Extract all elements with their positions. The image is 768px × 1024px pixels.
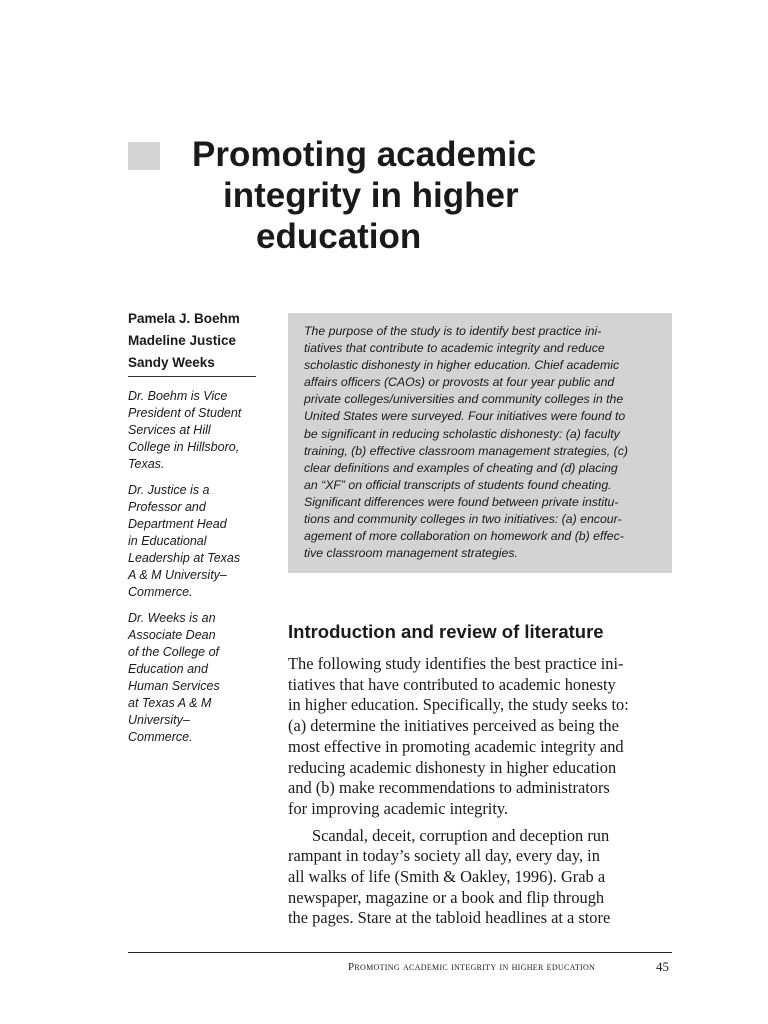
bio-line: Services at Hill <box>128 423 211 437</box>
footer-divider <box>128 952 672 953</box>
abstract-box <box>288 313 672 573</box>
abstract-line: scholastic dishonesty in higher education. Chief academic <box>304 358 620 373</box>
abstract-line: United States were surveyed. Four initiatives were found to <box>304 409 626 424</box>
abstract-line: tions and community colleges in two initiatives: (a) encour- <box>304 512 622 527</box>
bio-line: Dr. Boehm is Vice <box>128 389 228 403</box>
abstract-line: tiatives that contribute to academic integrity and reduce <box>304 341 605 356</box>
body-line: reducing academic dishonesty in higher education <box>288 757 617 777</box>
bio-line: Professor and <box>128 500 206 514</box>
bio-line: College in Hillsboro, <box>128 440 240 454</box>
abstract-line: tive classroom management strategies. <box>304 546 518 561</box>
body-paragraph <box>288 826 672 930</box>
section-heading: Introduction and review of literature <box>288 621 604 642</box>
bio-line: Human Services <box>128 679 220 693</box>
page-number: 45 <box>656 959 669 974</box>
author-bio-weeks <box>128 610 258 746</box>
author-bios <box>128 388 258 755</box>
author-list <box>128 308 256 374</box>
abstract-text <box>304 323 660 562</box>
bio-line: of the College of <box>128 645 220 659</box>
abstract-line: Significant differences were found between private institu- <box>304 494 619 509</box>
author-name: Sandy Weeks <box>128 355 215 370</box>
body-line: The following study identifies the best practice ini- <box>288 654 624 673</box>
body-line: and (b) make recommendations to administrators <box>288 778 610 798</box>
abstract-line: agement of more collaboration on homework and (b) effec- <box>304 529 624 544</box>
article-title <box>150 134 610 257</box>
author-name: Madeline Justice <box>128 333 237 348</box>
body-line: Scandal, deceit, corruption and deception run <box>312 825 610 845</box>
author-bio-justice <box>128 482 258 601</box>
body-line: in higher education. Specifically, the study seeks to: <box>288 695 629 715</box>
abstract-line: affairs officers (CAOs) or provosts at four year public and <box>304 375 615 390</box>
bio-line: University– <box>128 713 190 727</box>
bio-line: in Educational <box>128 534 207 548</box>
bio-line: Department Head <box>128 517 227 531</box>
bio-line: Commerce. <box>128 730 193 744</box>
bio-line: at Texas A & M <box>128 696 212 710</box>
title-line: integrity in higher <box>223 176 519 215</box>
author-divider <box>128 376 256 377</box>
bio-line: Education and <box>128 662 208 676</box>
body-line: (a) determine the initiatives perceived as being the <box>288 716 619 736</box>
body-line: rampant in today’s society all day, every day, in <box>288 846 600 866</box>
bio-line: A & M University– <box>128 568 227 582</box>
body-line: newspaper, magazine or a book and flip through <box>288 887 605 907</box>
bio-line: Associate Dean <box>128 628 216 642</box>
body-line: most effective in promoting academic integrity and <box>288 736 624 756</box>
abstract-line: training, (b) effective classroom management strategies, (c) <box>304 443 628 458</box>
body-line: tiatives that have contributed to academic honesty <box>288 674 616 694</box>
author-name: Pamela J. Boehm <box>128 311 240 326</box>
bio-line: Dr. Weeks is an <box>128 611 216 625</box>
body-paragraph <box>288 654 672 820</box>
abstract-line: clear definitions and examples of cheating and (d) placing <box>304 460 618 475</box>
bio-line: Commerce. <box>128 585 193 599</box>
bio-line: President of Student <box>128 406 242 420</box>
abstract-line: private colleges/universities and community colleges in the <box>304 392 624 407</box>
author-bio-boehm <box>128 388 258 473</box>
bio-line: Dr. Justice is a <box>128 483 210 497</box>
title-line: Promoting academic <box>192 135 537 174</box>
bio-line: Texas. <box>128 457 165 471</box>
abstract-line: an “XF” on official transcripts of students found cheating. <box>304 477 612 492</box>
body-line: the pages. Stare at the tabloid headlines at a store <box>288 908 611 928</box>
abstract-line: The purpose of the study is to identify best practice ini- <box>304 324 602 338</box>
body-line: all walks of life (Smith & Oakley, 1996). Grab a <box>288 867 606 887</box>
bio-line: Leadership at Texas <box>128 551 241 565</box>
body-line: for improving academic integrity. <box>288 798 509 818</box>
running-head: Promoting academic integrity in higher education <box>348 961 596 973</box>
title-line: education <box>256 217 422 256</box>
body-text <box>288 654 672 935</box>
abstract-line: be significant in reducing scholastic dishonesty: (a) faculty <box>304 426 620 441</box>
